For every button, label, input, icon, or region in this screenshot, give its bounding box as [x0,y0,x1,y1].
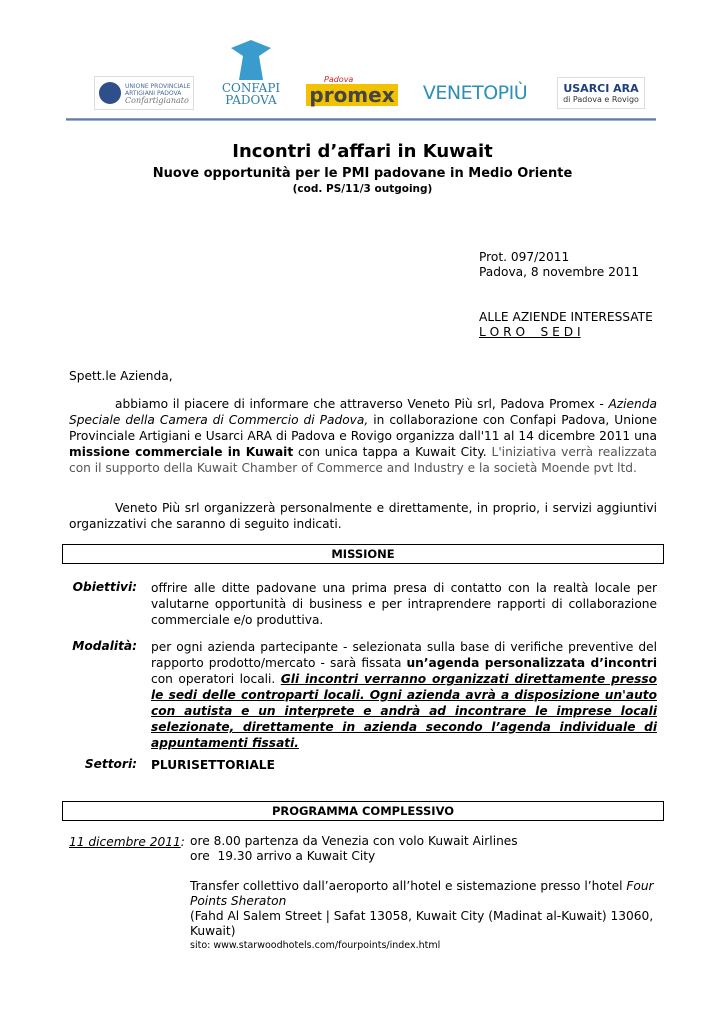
text: 11 dicembre 2011 [69,835,181,849]
logo-text: UNIONE PROVINCIALE [125,82,191,90]
section-heading-missione: MISSIONE [62,544,664,564]
protocol-number: Prot. 097/2011 [479,250,570,264]
text: con unica tappa a Kuwait City. [293,445,492,459]
logo-promex [309,72,395,108]
transfer-text [190,879,660,909]
programma-date: 11 dicembre 2011: [69,835,185,849]
confapi-emblem-icon [231,40,271,80]
logo-text: PADOVA [225,93,277,107]
logo-text: di Padova e Rovigo [563,95,639,104]
recipient-sedi: L O R O S E D I [479,325,581,339]
logo-text: Confartigianato [125,95,189,105]
logo-text: ARTIGIANI PADOVA [125,89,182,97]
settori-label: Settori: [84,757,137,771]
settori-text: PLURISETTORIALE [151,758,275,772]
protocol-date: Padova, 8 novembre 2011 [479,265,640,279]
text: con operatori locali. [151,672,281,686]
protocol-block [479,250,653,340]
logo-text: promex [306,84,397,106]
schedule-line: ore 8.00 partenza da Venezia con volo Kuwait Airlines [190,834,518,848]
header-divider [66,118,656,121]
text: in collaborazione con Confapi Padova, Unione Provinciale Artigiani e Usarci ARA di Padova e Rovigo organizza dall'11 al 14 dicembre 2011 una [69,413,657,443]
logo-confapi [218,38,284,108]
text: un’agenda personalizzata d’incontri [406,656,657,670]
logo-text: Padova [324,74,354,84]
logo-venetopiu [420,80,530,106]
text: Four Points Sheraton [190,879,654,908]
seal-icon [99,82,121,104]
text: abbiamo il piacere di informare che attraverso Veneto Più srl, Padova Promex - [115,397,609,411]
modalita-label: Modalità: [72,639,137,653]
page-subtitle: Nuove opportunità per le PMI padovane in Medio Oriente [152,166,573,181]
intro-paragraph [69,396,657,476]
text: L'iniziativa verrà realizzata con il supporto della Kuwait Chamber of Commerce and Industry e la società Moende pvt ltd. [69,445,657,475]
programma-details [190,834,660,952]
hotel-site-link[interactable]: sito: www.starwoodhotels.com/fourpoints/index.html [190,940,441,951]
modalita-text [151,639,657,751]
logo-text: USARCI ARA [563,82,639,95]
section-heading-programma: PROGRAMMA COMPLESSIVO [62,801,664,821]
text: Transfer collettivo dall’aeroporto all’hotel e sistemazione presso l’hotel [190,879,627,893]
text: missione commerciale in Kuwait [69,445,294,459]
text: Azienda Speciale della Camera di Commercio di Padova, [69,397,657,427]
services-paragraph: Veneto Più srl organizzerà personalmente e direttamente, in proprio, i servizi aggiuntivi organizzativi che saranno di seguito indicati. [69,501,657,531]
salutation: Spett.le Azienda, [69,369,173,383]
hotel-address: (Fahd Al Salem Street | Safat 13058, Kuwait City (Madinat al-Kuwait) 13060, Kuwait) [190,909,654,938]
recipient: ALLE AZIENDE INTERESSATE [479,310,653,324]
text: per ogni azienda partecipante - selezionata sulla base di verifiche preventive del rapporto prodotto/mercato - sarà fissata [151,640,657,670]
obiettivi-text: offrire alle ditte padovane una prima presa di contatto con la realtà locale per valutarne opportunità di business e per intraprendere rapporti di collaborazione commerciale e/o produttiva. [151,581,657,627]
text: Gli incontri verranno organizzati direttamente presso le sedi delle controparti locali. Ogni azienda avrà a disposizione un'auto con autista e un interprete e andrà ad incontrare le imprese locali selezionate, direttamente in azienda secondo l’agenda individuale di appuntamenti fissati. [151,672,658,750]
logo-text: VENETOPIÙ [422,82,528,104]
page-code: (cod. PS/11/3 outgoing) [292,183,433,195]
obiettivi-label: Obiettivi: [72,580,137,594]
page-title: Incontri d’affari in Kuwait [232,141,493,162]
schedule-line: ore 19.30 arrivo a Kuwait City [190,849,376,863]
logo-text: CONFAPI [221,81,281,95]
logo-upa [94,76,194,110]
logo-usarci [557,77,645,109]
